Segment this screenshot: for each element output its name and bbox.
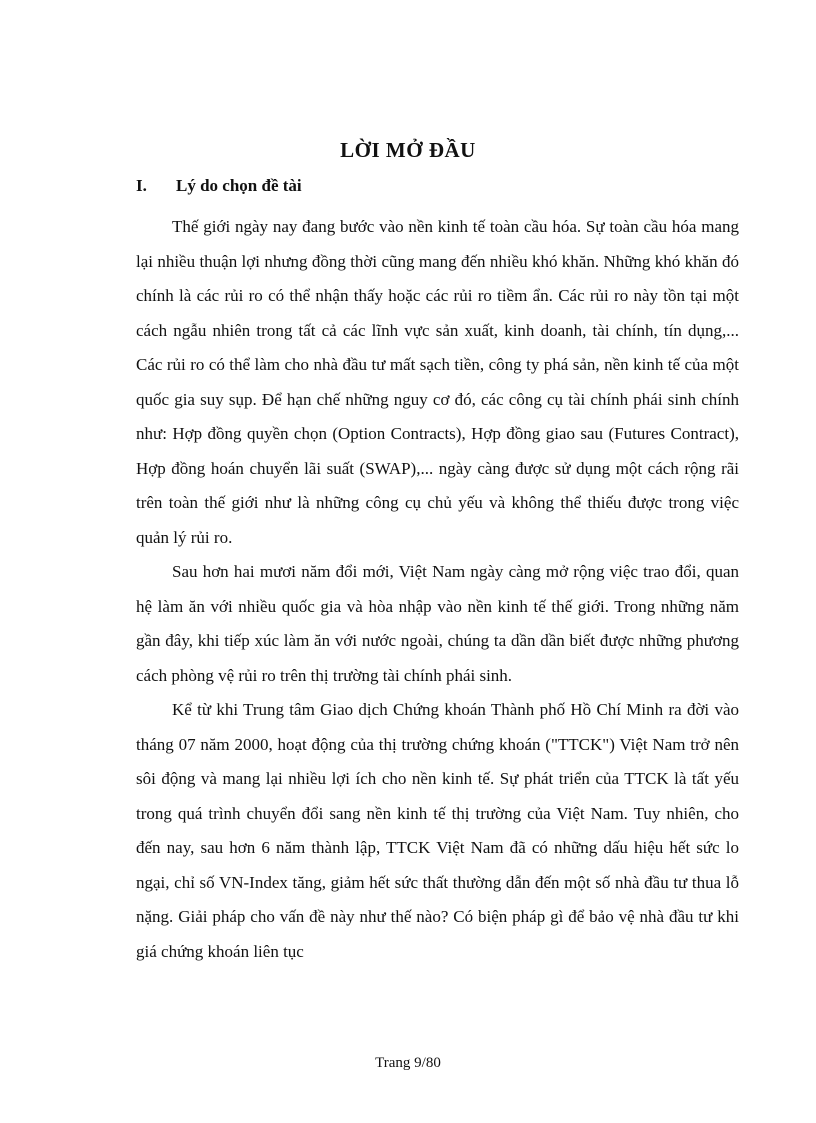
paragraph-1: Thế giới ngày nay đang bước vào nền kinh tế toàn cầu hóa. Sự toàn cầu hóa mang lại nhiều thuận lợi nhưng đồng thời cũng mang đến nhiều khó khăn. Những khó khăn đó chính là các rủi ro có thể nhận thấy hoặc các rủi ro tiềm ẩn. Các rủi ro này tồn tại một cách ngẫu nhiên trong tất cả các lĩnh vực sản xuất, kinh doanh, tài chính, tín dụng,... Các rủi ro có thể làm cho nhà đầu tư mất sạch tiền, công ty phá sản, nền kinh tế của một quốc gia suy sụp. Để hạn chế những nguy cơ đó, các công cụ tài chính phái sinh chính như: Hợp đồng quyền chọn (Option Contracts), Hợp đồng giao sau (Futures Contract), Hợp đồng hoán chuyển lãi suất (SWAP),... ngày càng được sử dụng một cách rộng rãi trên toàn thế giới như là những công cụ chủ yếu và không thể thiếu được trong việc quản lý rủi ro. (136, 217, 739, 547)
paragraph-3: Kể từ khi Trung tâm Giao dịch Chứng khoán Thành phố Hồ Chí Minh ra đời vào tháng 07 năm 2000, hoạt động của thị trường chứng khoán ("TTCK") Việt Nam trở nên sôi động và mang lại nhiều lợi ích cho nền kinh tế. Sự phát triển của TTCK là tất yếu trong quá trình chuyển đổi sang nền kinh tế thị trường của Việt Nam. Tuy nhiên, cho đến nay, sau hơn 6 năm thành lập, TTCK Việt Nam đã có những dấu hiệu hết sức lo ngại, chỉ số VN-Index tăng, giảm hết sức thất thường dẫn đến một số nhà đầu tư thua lỗ nặng. Giải pháp cho vấn đề này như thế nào? Có biện pháp gì để bảo vệ nhà đầu tư khi giá chứng khoán liên tục (136, 700, 739, 961)
section-heading (136, 176, 302, 196)
body-text (136, 210, 739, 969)
paragraph-2: Sau hơn hai mươi năm đổi mới, Việt Nam ngày càng mở rộng việc trao đổi, quan hệ làm ăn với nhiều quốc gia và hòa nhập vào nền kinh tế thế giới. Trong những năm gần đây, khi tiếp xúc làm ăn với nước ngoài, chúng ta dần dần biết được những phương cách phòng vệ rủi ro trên thị trường tài chính phái sinh. (136, 562, 739, 685)
section-number: I. (136, 176, 147, 195)
section-heading-text: Lý do chọn đề tài (176, 176, 302, 195)
page-title: LỜI MỞ ĐẦU (340, 138, 476, 162)
page-number-footer: Trang 9/80 (375, 1055, 441, 1071)
